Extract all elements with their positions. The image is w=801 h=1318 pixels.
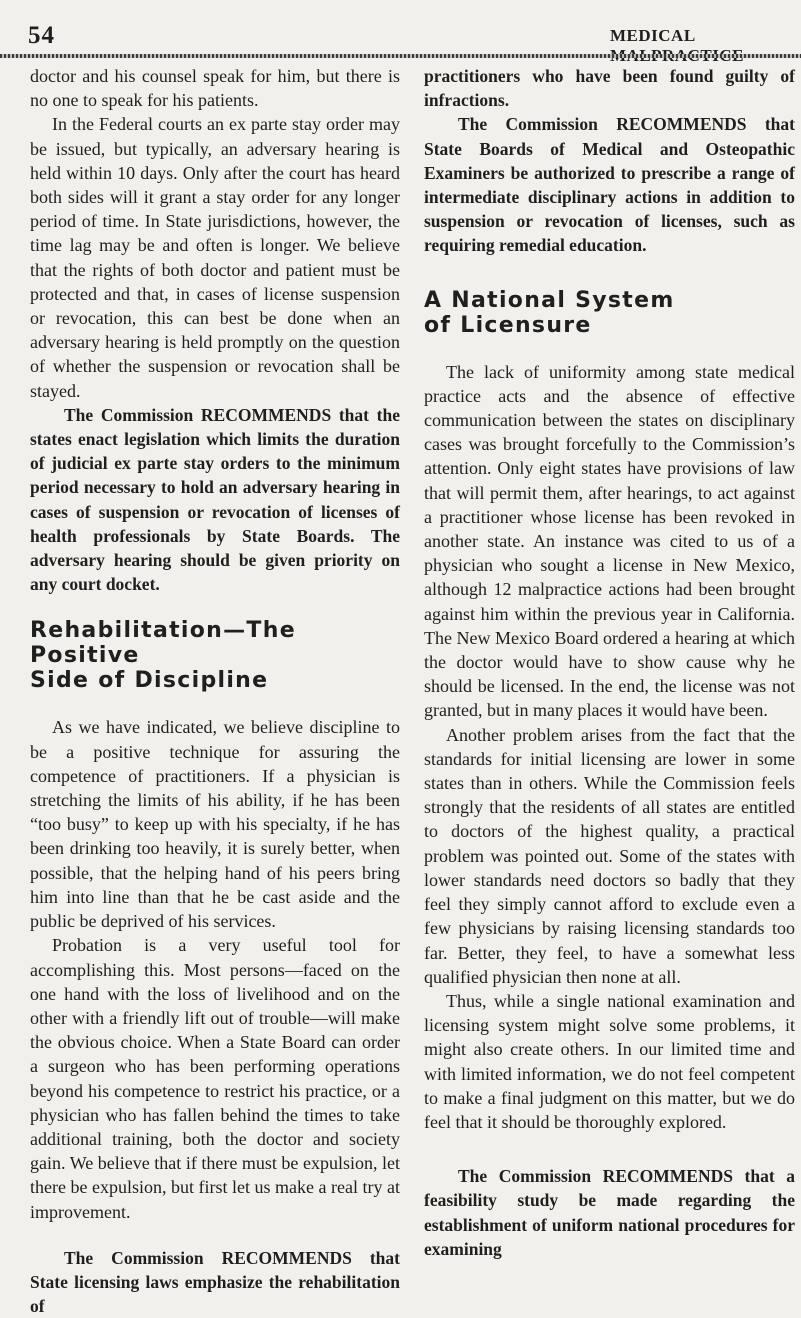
paragraph-uniformity: The lack of uniformity among state medical practice acts and the absence of effective communication between the states on disciplinary cases was brought forcefully to the Commission’s attention. Only eight states have provisions of law that will permit them, after hearings, to act against a practitioner whose license has been revoked in another state. An instance was cited to us of a physician who sought a license in New Mexico, although 12 malpractice actions had been brought against him within the previous year in California. The New Mexico Board ordered a hearing at which the doctor would have to show cause why he should be licensed. In the end, the license was not granted, but in many places it would have been. [424,361,795,721]
recommendation-disciplinary-actions: The Commission RECOMMENDS that State Boards of Medical and Osteopathic Examiners be authorized to prescribe a range of intermediate disciplinary actions in addition to suspension or revocation of licenses, such as requiring remedial education. [424,114,795,256]
heading-line: of Licensure [424,312,592,338]
running-title: MEDICAL [610,26,695,45]
page-number: 54 [28,22,55,49]
recommendation-stay-orders: The Commission RECOMMENDS that the states enact legislation which limits the duration of judicial ex parte stay orders to the minimum period necessary to hold an adversary hearing in cases of suspension or revocation of licenses of health professionals by State Boards. The adversary hearing should be given priority on any court docket. [30,404,400,595]
paragraph-discipline: As we have indicated, we believe discipline to be a positive technique for assuring the competence of practitioners. If a physician is stretching the limits of his ability, if he has been “too busy” to keep up with his specialty, if he has been drinking too heavily, it is surely better, when possible, that the helping hand of his peers bring him into line than that he be cast aside and the public be deprived of his services. [30,717,400,932]
left-column [30,64,400,1318]
heading-line: A National System [424,287,675,313]
header-rule [0,54,801,58]
paragraph-continued: doctor and his counsel speak for him, but there is no one to speak for his patients. [30,66,400,111]
paragraph-stay-orders: In the Federal courts an ex parte stay order may be issued, but typically, an adversary hearing is held within 10 days. Only after the court has heard both sides will it grant a stay order for any longer period of time. In State jurisdictions, however, the time lag may be and often is longer. We believe that the rights of both doctor and patient must be protected and that, in cases of license suspension or revocation, this can best be done when an adversary hearing is held promptly on the question of whether the suspension or revocation shall be stayed. [30,114,400,401]
heading-line: Side of Discipline [30,668,269,694]
recommendation-feasibility-study: The Commission RECOMMENDS that a feasibility study be made regarding the establishment of uniform national procedures for examining [424,1166,795,1259]
right-column [424,64,795,1261]
section-heading-rehabilitation [30,618,400,693]
paragraph-standards: Another problem arises from the fact that the standards for initial licensing are lower in some states than in others. While the Commission feels strongly that the residents of all states are entitled to doctors of the highest quality, a practical problem was pointed out. Some of the states with lower standards need doctors so badly that they feel they simply cannot afford to exclude even a few physicians by raising licensing standards too far. Better, they feel, to have a somewhat less qualified physician then none at all. [424,724,795,987]
heading-line: Rehabilitation—The Positive [30,618,296,669]
section-heading-national-system [424,288,795,338]
paragraph-national-exam: Thus, while a single national examination and licensing system might solve some problems, it might also create others. In our limited time and with limited information, we do not feel competent to make a final judgment on this matter, but we do feel that it should be thoroughly explored. [424,990,795,1132]
recommendation-rehabilitation: The Commission RECOMMENDS that State licensing laws emphasize the rehabilitation of [30,1247,400,1317]
recommendation-rehabilitation-cont: practitioners who have been found guilty of infractions. [424,66,795,111]
paragraph-probation: Probation is a very useful tool for accomplishing this. Most persons—faced on the one hand with the loss of livelihood and on the other with a friendly lift out of trouble—will make the obvious choice. When a State Board can order a surgeon who has been performing operations beyond his competence to restrict his practice, or a physician who has fallen behind the times to take additional training, both the doctor and society gain. We believe that if there must be expulsion, let there be expulsion, but first let us make a real try at improvement. [30,935,400,1222]
